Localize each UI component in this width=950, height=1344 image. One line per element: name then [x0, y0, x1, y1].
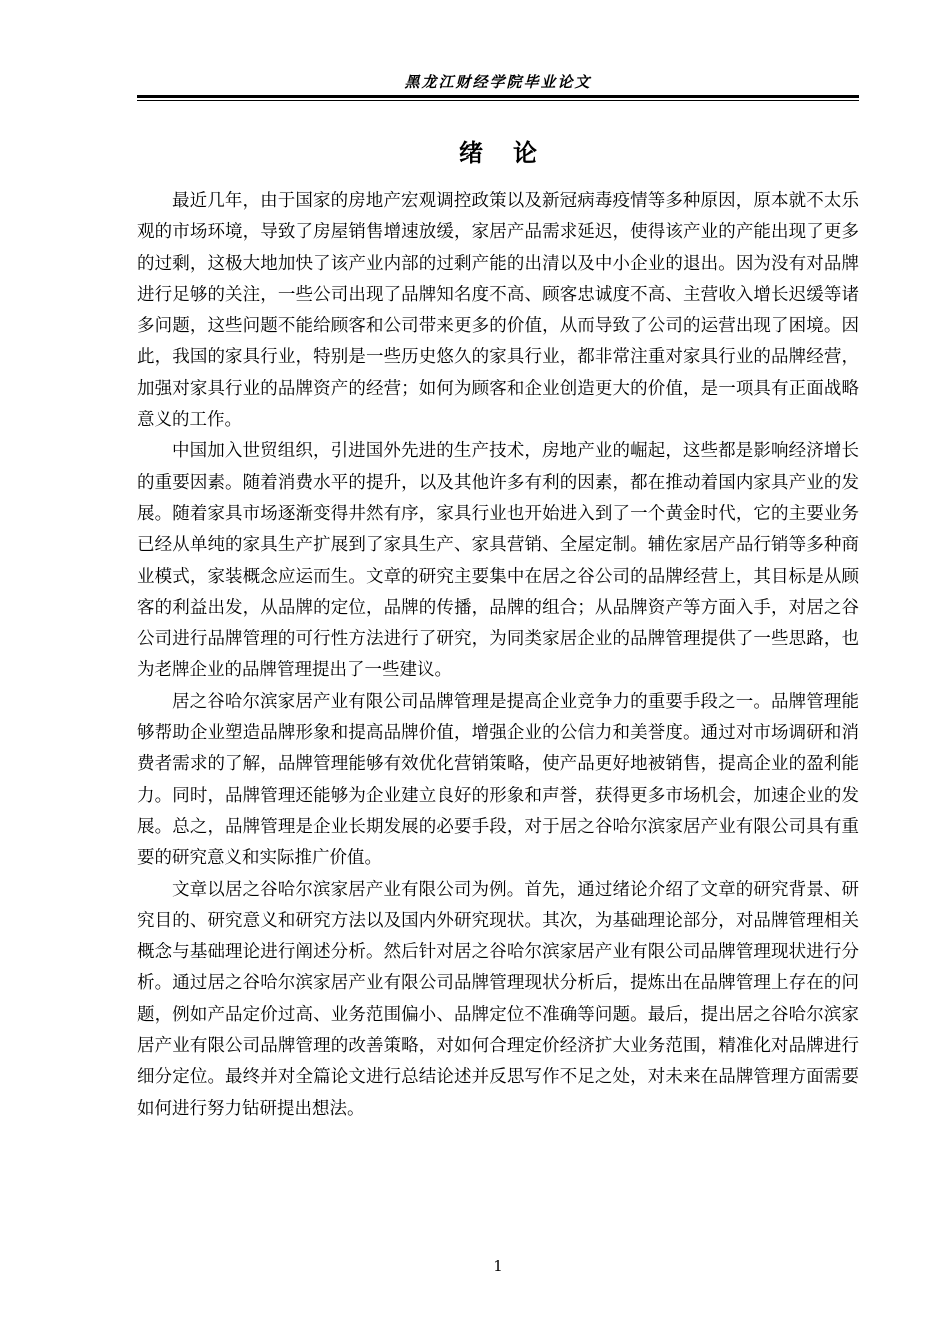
body-text	[137, 186, 859, 1125]
header-rule-thin	[137, 100, 859, 101]
header-rule-thick	[137, 95, 859, 98]
paragraph: 中国加入世贸组织，引进国外先进的生产技术，房地产业的崛起，这些都是影响经济增长的重要因素。随着消费水平的提升，以及其他许多有利的因素，都在推动着国内家具产业的发展。随着家具市场逐渐变得井然有序，家具行业也开始进入到了一个黄金时代，它的主要业务已经从单纯的家具生产扩展到了家具生产、家具营销、全屋定制。辅佐家居产品行销等多种商业模式，家装概念应运而生。文章的研究主要集中在居之谷公司的品牌经营上，其目标是从顾客的利益出发，从品牌的定位，品牌的传播，品牌的组合；从品牌资产等方面入手，对居之谷公司进行品牌管理的可行性方法进行了研究，为同类家居企业的品牌管理提供了一些思路，也为老牌企业的品牌管理提出了一些建议。	[137, 441, 859, 681]
paragraph: 文章以居之谷哈尔滨家居产业有限公司为例。首先，通过绪论介绍了文章的研究背景、研究目的、研究意义和研究方法以及国内外研究现状。其次，为基础理论部分，对品牌管理相关概念与基础理论进行阐述分析。然后针对居之谷哈尔滨家居产业有限公司品牌管理现状进行分析。通过居之谷哈尔滨家居产业有限公司品牌管理现状分析后，提炼出在品牌管理上存在的问题，例如产品定价过高、业务范围偏小、品牌定位不准确等问题。最后，提出居之谷哈尔滨家居产业有限公司品牌管理的改善策略，对如何合理定价经济扩大业务范围，精准化对品牌进行细分定位。最终并对全篇论文进行总结论述并反思写作不足之处，对未来在品牌管理方面需要如何进行努力钻研提出想法。	[137, 879, 859, 1119]
paragraph: 居之谷哈尔滨家居产业有限公司品牌管理是提高企业竞争力的重要手段之一。品牌管理能够帮助企业塑造品牌形象和提高品牌价值，增强企业的公信力和美誉度。通过对市场调研和消费者需求的了解，品牌管理能够有效优化营销策略，使产品更好地被销售，提高企业的盈利能力。同时，品牌管理还能够为企业建立良好的形象和声誉，获得更多市场机会，加速企业的发展。总之，品牌管理是企业长期发展的必要手段，对于居之谷哈尔滨家居产业有限公司具有重要的研究意义和实际推广价值。	[137, 691, 859, 869]
section-title: 绪论	[459, 138, 567, 167]
running-header-title: 黑龙江财经学院毕业论文	[404, 73, 592, 91]
page-number: 1	[493, 1257, 503, 1275]
paragraph: 最近几年，由于国家的房地产宏观调控政策以及新冠病毒疫情等多种原因，原本就不太乐观的市场环境，导致了房屋销售增速放缓，家居产品需求延迟，使得该产业的产能出现了更多的过剩，这极大地加快了该产业内部的过剩产能的出清以及中小企业的退出。因为没有对品牌进行足够的关注，一些公司出现了品牌知名度不高、顾客忠诚度不高、主营收入增长迟缓等诸多问题，这些问题不能给顾客和公司带来更多的价值，从而导致了公司的运营出现了困境。因此，我国的家具行业，特别是一些历史悠久的家具行业，都非常注重对家具行业的品牌经营，加强对家具行业的品牌资产的经营；如何为顾客和企业创造更大的价值，是一项具有正面战略意义的工作。	[137, 191, 859, 431]
